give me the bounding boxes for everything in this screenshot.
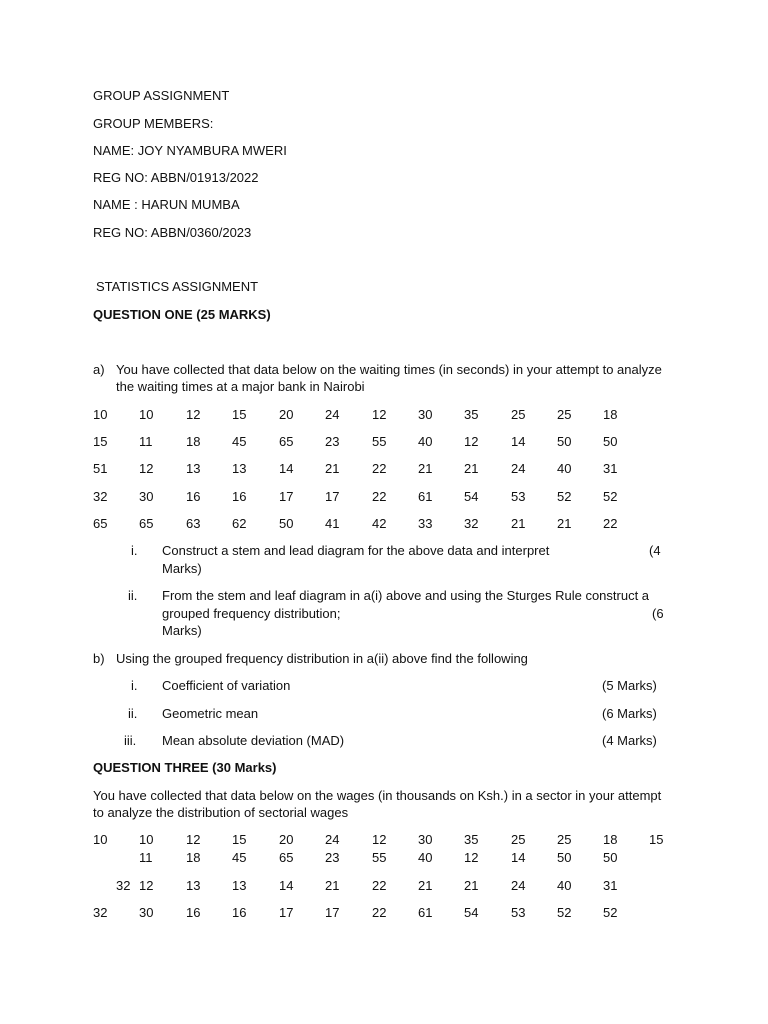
member2-name: NAME : HARUN MUMBA (93, 197, 240, 212)
wages-row-1-cell: 12 (372, 832, 387, 847)
wages-row-2-cell: 40 (418, 850, 433, 865)
waiting-times-row-2-cell: 45 (232, 434, 247, 449)
q1-b-i-label: i. (131, 678, 138, 693)
wages-row-1-cell: 20 (279, 832, 294, 847)
q1-ii-text-line2: grouped frequency distribution; (162, 606, 341, 621)
waiting-times-row-4-cell: 17 (325, 489, 340, 504)
waiting-times-row-1-cell: 10 (139, 407, 154, 422)
waiting-times-row-3-cell: 21 (464, 461, 479, 476)
waiting-times-row-3-cell: 40 (557, 461, 572, 476)
waiting-times-row-4-cell: 53 (511, 489, 526, 504)
question-one-title: QUESTION ONE (25 MARKS) (93, 307, 271, 322)
waiting-times-row-4-cell: 52 (603, 489, 618, 504)
waiting-times-row-3-cell: 13 (186, 461, 201, 476)
waiting-times-row-1-cell: 25 (511, 407, 526, 422)
wages-row-4-cell: 61 (418, 905, 433, 920)
waiting-times-row-1-cell: 35 (464, 407, 479, 422)
wages-row-1-cell: 35 (464, 832, 479, 847)
wages-row-4-cell: 32 (93, 905, 108, 920)
waiting-times-row-4-cell: 16 (186, 489, 201, 504)
waiting-times-row-2-cell: 40 (418, 434, 433, 449)
waiting-times-row-4-cell: 16 (232, 489, 247, 504)
wages-row-2-cell: 18 (186, 850, 201, 865)
waiting-times-row-5-cell: 32 (464, 516, 479, 531)
member1-name: NAME: JOY NYAMBURA MWERI (93, 143, 287, 158)
waiting-times-row-5-cell: 63 (186, 516, 201, 531)
wages-row-3-cell: 21 (418, 878, 433, 893)
waiting-times-row-1-cell: 10 (93, 407, 108, 422)
wages-row-4-cell: 22 (372, 905, 387, 920)
wages-row-4-cell: 54 (464, 905, 479, 920)
wages-row-1-cell: 18 (603, 832, 618, 847)
wages-row-3-cell: 31 (603, 878, 618, 893)
q1-b-ii-marks: (6 Marks) (602, 706, 657, 721)
wages-row-3-cell: 22 (372, 878, 387, 893)
waiting-times-row-3-cell: 51 (93, 461, 108, 476)
q1-i-marks-cont: Marks) (162, 561, 202, 576)
waiting-times-row-1-cell: 15 (232, 407, 247, 422)
waiting-times-row-2-cell: 50 (557, 434, 572, 449)
waiting-times-row-4-cell: 61 (418, 489, 433, 504)
wages-row-1-cell: 25 (511, 832, 526, 847)
q1-b-iii-text: Mean absolute deviation (MAD) (162, 733, 345, 748)
wages-row-3-cell: 40 (557, 878, 572, 893)
group-members-label: GROUP MEMBERS: (93, 116, 214, 131)
wages-row-2-cell: 23 (325, 850, 340, 865)
question-three-title: QUESTION THREE (30 Marks) (93, 760, 277, 775)
wages-row-4-cell: 30 (139, 905, 154, 920)
wages-row-2-cell: 50 (603, 850, 618, 865)
waiting-times-row-4-cell: 52 (557, 489, 572, 504)
waiting-times-row-4-cell: 30 (139, 489, 154, 504)
waiting-times-row-1-cell: 12 (372, 407, 387, 422)
waiting-times-row-3-cell: 22 (372, 461, 387, 476)
waiting-times-row-1-cell: 25 (557, 407, 572, 422)
wages-row-4-cell: 16 (186, 905, 201, 920)
wages-row-2-cell: 12 (464, 850, 479, 865)
wages-row-3-cell: 21 (464, 878, 479, 893)
waiting-times-row-1-cell: 18 (603, 407, 618, 422)
q1-b-text: Using the grouped frequency distribution in a(ii) above find the following (116, 651, 528, 666)
waiting-times-row-1-cell: 24 (325, 407, 340, 422)
q1-b-i-text: Coefficient of variation (162, 678, 291, 693)
q1-i-marks: (4 (649, 543, 661, 558)
waiting-times-row-2-cell: 23 (325, 434, 340, 449)
wages-row-2-cell: 14 (511, 850, 526, 865)
group-assignment-heading: GROUP ASSIGNMENT (93, 88, 230, 103)
wages-row-1-cell: 10 (93, 832, 108, 847)
q1-ii-marks: (6 (652, 606, 664, 621)
wages-row-1-cell: 25 (557, 832, 572, 847)
waiting-times-row-4-cell: 17 (279, 489, 294, 504)
wages-row-4-cell: 52 (603, 905, 618, 920)
wages-row-2-cell: 11 (139, 850, 153, 865)
waiting-times-row-4-cell: 22 (372, 489, 387, 504)
q1-i-label: i. (131, 543, 138, 558)
wages-row-4-cell: 53 (511, 905, 526, 920)
waiting-times-row-2-cell: 18 (186, 434, 201, 449)
statistics-title: STATISTICS ASSIGNMENT (96, 279, 259, 294)
wages-row-1-cell: 12 (186, 832, 201, 847)
waiting-times-row-2-cell: 14 (511, 434, 526, 449)
wages-row-1-cell: 24 (325, 832, 340, 847)
wages-row-3-cell: 32 (116, 878, 131, 893)
wages-row-3-cell: 24 (511, 878, 526, 893)
waiting-times-row-2-cell: 12 (464, 434, 479, 449)
q1-a-text-line2: the waiting times at a major bank in Nairobi (116, 379, 365, 394)
wages-row-3-cell: 21 (325, 878, 340, 893)
waiting-times-row-5-cell: 65 (139, 516, 154, 531)
q1-b-i-marks: (5 Marks) (602, 678, 657, 693)
wages-row-3-cell: 13 (232, 878, 247, 893)
wages-row-2-cell: 45 (232, 850, 247, 865)
waiting-times-row-5-cell: 33 (418, 516, 433, 531)
q1-b-iii-label: iii. (124, 733, 137, 748)
q1-ii-label: ii. (128, 588, 138, 603)
wages-row-3-cell: 13 (186, 878, 201, 893)
waiting-times-row-5-cell: 21 (557, 516, 572, 531)
waiting-times-row-5-cell: 65 (93, 516, 108, 531)
waiting-times-row-2-cell: 65 (279, 434, 294, 449)
waiting-times-row-3-cell: 13 (232, 461, 247, 476)
member1-reg: REG NO: ABBN/01913/2022 (93, 170, 259, 185)
wages-row-1-cell: 10 (139, 832, 154, 847)
waiting-times-row-1-cell: 12 (186, 407, 201, 422)
waiting-times-row-2-cell: 15 (93, 434, 108, 449)
waiting-times-row-4-cell: 54 (464, 489, 479, 504)
waiting-times-row-5-cell: 62 (232, 516, 247, 531)
wages-row-3-cell: 12 (139, 878, 154, 893)
waiting-times-row-2-cell: 11 (139, 434, 153, 449)
waiting-times-row-1-cell: 20 (279, 407, 294, 422)
waiting-times-row-3-cell: 21 (418, 461, 433, 476)
waiting-times-row-5-cell: 21 (511, 516, 526, 531)
q1-i-text: Construct a stem and lead diagram for the above data and interpret (162, 543, 550, 558)
wages-row-1-cell: 30 (418, 832, 433, 847)
wages-row-2-cell: 55 (372, 850, 387, 865)
wages-row-4-cell: 52 (557, 905, 572, 920)
waiting-times-row-3-cell: 31 (603, 461, 618, 476)
q1-ii-text-line1: From the stem and leaf diagram in a(i) above and using the Sturges Rule construct a (162, 588, 650, 603)
q1-ii-marks-cont: Marks) (162, 623, 202, 638)
wages-row-4-cell: 17 (279, 905, 294, 920)
waiting-times-row-5-cell: 41 (325, 516, 340, 531)
wages-row-1-cell: 15 (232, 832, 247, 847)
waiting-times-row-3-cell: 21 (325, 461, 340, 476)
q1-b-label: b) (93, 651, 105, 666)
waiting-times-row-5-cell: 22 (603, 516, 618, 531)
waiting-times-row-1-cell: 30 (418, 407, 433, 422)
q1-b-iii-marks: (4 Marks) (602, 733, 657, 748)
wages-row-2-cell: 65 (279, 850, 294, 865)
wages-row-4-cell: 17 (325, 905, 340, 920)
q1-b-ii-text: Geometric mean (162, 706, 259, 721)
waiting-times-row-5-cell: 50 (279, 516, 294, 531)
wages-row-3-cell: 14 (279, 878, 294, 893)
q3-text-line2: to analyze the distribution of sectorial wages (93, 805, 349, 820)
waiting-times-row-2-cell: 55 (372, 434, 387, 449)
waiting-times-row-5-cell: 42 (372, 516, 387, 531)
waiting-times-row-3-cell: 12 (139, 461, 154, 476)
wages-row-4-cell: 16 (232, 905, 247, 920)
q1-a-label: a) (93, 362, 105, 377)
waiting-times-row-3-cell: 24 (511, 461, 526, 476)
waiting-times-row-3-cell: 14 (279, 461, 294, 476)
q1-a-text-line1: You have collected that data below on the waiting times (in seconds) in your attempt to analyze (116, 362, 662, 377)
waiting-times-row-4-cell: 32 (93, 489, 108, 504)
member2-reg: REG NO: ABBN/0360/2023 (93, 225, 252, 240)
q1-b-ii-label: ii. (128, 706, 138, 721)
wages-row-2-cell: 50 (557, 850, 572, 865)
waiting-times-row-2-cell: 50 (603, 434, 618, 449)
q3-text-line1: You have collected that data below on the wages (in thousands on Ksh.) in a sector in your attempt (93, 788, 662, 803)
wages-row-1-cell: 15 (649, 832, 664, 847)
